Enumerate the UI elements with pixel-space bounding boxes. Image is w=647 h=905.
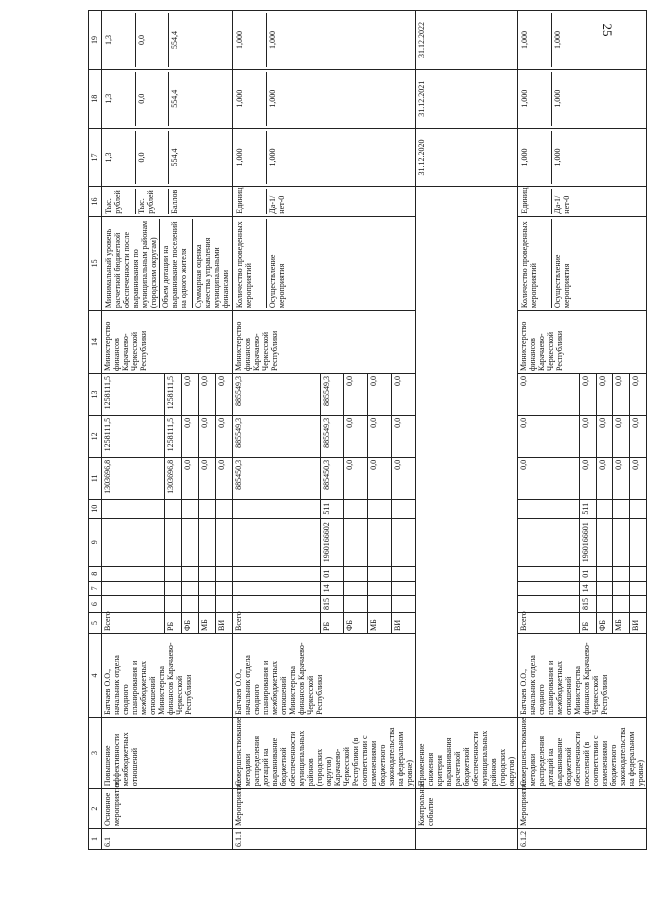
indicator-v2021: 0,0 (136, 72, 169, 126)
rz-code (392, 581, 416, 596)
indicator-names (233, 216, 416, 310)
amount-2021: 0,0 (596, 415, 613, 457)
indicator-names (102, 216, 233, 310)
amount-2022: 885549,3 (320, 373, 344, 415)
column-number-16: 16 (89, 187, 102, 216)
indicator-values-2021 (102, 69, 233, 128)
grbs-code (102, 596, 165, 613)
rz-code (215, 581, 232, 596)
funding-source: ВИ (630, 613, 647, 634)
vr-code (630, 499, 647, 518)
indicator-values-2020 (518, 128, 647, 187)
funding-source: РБ (579, 613, 596, 634)
indicator-v2020: 1,000 (268, 148, 277, 167)
indicator-name: Объем дотации на выравнивание поселений на одного жителя (160, 219, 193, 308)
column-number-6: 6 (89, 596, 102, 613)
vr-code (344, 499, 368, 518)
indicator-names (518, 216, 647, 310)
amount-2020: 885450,3 (233, 457, 321, 499)
indicator-unit: Тыс. рублей (136, 189, 169, 213)
section-id: 6.1.2 (518, 829, 647, 850)
csr-code (344, 518, 368, 566)
indicator-v2022: 1,3 (103, 13, 136, 67)
funding-source: ФБ (344, 613, 368, 634)
amount-2020: 1303696,8 (102, 457, 165, 499)
grbs-code (630, 596, 647, 613)
rz-code: 14 (320, 581, 344, 596)
indicator-v2021: 1,000 (268, 89, 277, 108)
column-number-5: 5 (89, 613, 102, 634)
csr-code (613, 518, 630, 566)
indicator-values-2022 (102, 11, 233, 70)
grbs-code: 815 (579, 596, 596, 613)
indicator-v2021: 1,000 (234, 72, 267, 126)
grbs-code (596, 596, 613, 613)
vr-code (215, 499, 232, 518)
pr-code (368, 566, 392, 581)
grbs-code (368, 596, 392, 613)
amount-2022: 885549,3 (233, 373, 321, 415)
indicator-values-2022 (518, 11, 647, 70)
indicator-v2020: 554,4 (170, 148, 179, 167)
funding-source: МБ (368, 613, 392, 634)
pr-code (181, 566, 198, 581)
pr-code (198, 566, 215, 581)
amount-2021: 0,0 (344, 415, 368, 457)
vr-code (102, 499, 165, 518)
budget-row (518, 11, 580, 850)
funding-source: РБ (164, 613, 181, 634)
grbs-code (164, 596, 181, 613)
funding-source: Всего (518, 613, 580, 634)
amount-2020: 0,0 (392, 457, 416, 499)
column-number-2: 2 (89, 789, 102, 829)
amount-2022: 0,0 (518, 373, 580, 415)
page-number: 25 (600, 23, 615, 37)
indicator-v2022: 1,000 (268, 30, 277, 49)
column-number-7: 7 (89, 581, 102, 596)
rz-code (164, 581, 181, 596)
amount-2020: 0,0 (344, 457, 368, 499)
pr-code (613, 566, 630, 581)
funding-source: ФБ (181, 613, 198, 634)
indicator-v2021: 1,000 (553, 89, 562, 108)
vr-code (518, 499, 580, 518)
csr-code (630, 518, 647, 566)
indicator-v2022: 0,0 (136, 13, 169, 67)
vr-code (368, 499, 392, 518)
control-date: 31.12.2022 (416, 11, 518, 70)
column-number-8: 8 (89, 566, 102, 581)
rz-code (518, 581, 580, 596)
amount-2021: 0,0 (198, 415, 215, 457)
vr-code (392, 499, 416, 518)
responsible-org: Министерство финансов Карачаево-Черкесской Республики (102, 311, 233, 374)
vr-code (164, 499, 181, 518)
section-id: 6.1 (102, 829, 233, 850)
budget-row (102, 11, 165, 850)
indicator-values-2021 (233, 69, 416, 128)
amount-2021: 1258111,5 (102, 415, 165, 457)
section-id: 6.1.1 (233, 829, 416, 850)
grbs-code (613, 596, 630, 613)
indicator-name: Количество проведенных мероприятий (519, 219, 552, 308)
indicator-units (518, 187, 647, 216)
amount-2021: 0,0 (518, 415, 580, 457)
pr-code (102, 566, 165, 581)
indicator-v2021: 1,000 (519, 72, 552, 126)
rz-code (233, 581, 321, 596)
indicator-v2022: 554,4 (170, 30, 179, 49)
column-number-17: 17 (89, 128, 102, 187)
vr-code (596, 499, 613, 518)
rz-code (613, 581, 630, 596)
pr-code: 01 (320, 566, 344, 581)
rz-code (596, 581, 613, 596)
amount-2020: 0,0 (630, 457, 647, 499)
amount-2021: 0,0 (215, 415, 232, 457)
pr-code (596, 566, 613, 581)
amount-2020: 0,0 (579, 457, 596, 499)
indicator-unit: Да-1/нет-0 (553, 195, 571, 214)
amount-2022: 0,0 (368, 373, 392, 415)
amount-2020: 1303696,8 (164, 457, 181, 499)
amount-2022: 1258111,5 (102, 373, 165, 415)
amount-2022: 1258111,5 (164, 373, 181, 415)
rz-code (102, 581, 165, 596)
amount-2022: 0,0 (181, 373, 198, 415)
indicator-units (102, 187, 233, 216)
column-number-row (89, 11, 102, 850)
budget-row (233, 11, 321, 850)
grbs-code (518, 596, 580, 613)
funding-source: МБ (198, 613, 215, 634)
amount-2022: 0,0 (613, 373, 630, 415)
csr-code: 1960166601 (579, 518, 596, 566)
column-number-1: 1 (89, 829, 102, 850)
funding-source: Всего (102, 613, 165, 634)
indicator-v2020: 1,000 (519, 131, 552, 185)
column-number-3: 3 (89, 717, 102, 788)
rz-code (368, 581, 392, 596)
amount-2020: 0,0 (215, 457, 232, 499)
responsible-org: Министерство финансов Карачаево-Черкесской Республики (233, 311, 416, 374)
indicator-v2022: 1,000 (519, 13, 552, 67)
column-number-9: 9 (89, 518, 102, 566)
csr-code (392, 518, 416, 566)
indicator-v2020: 1,000 (234, 131, 267, 185)
amount-2021: 0,0 (392, 415, 416, 457)
amount-2021: 0,0 (181, 415, 198, 457)
grbs-code (344, 596, 368, 613)
indicator-values-2020 (233, 128, 416, 187)
rz-code (198, 581, 215, 596)
column-number-4: 4 (89, 633, 102, 717)
section-executor: Батчаев О.О., начальник отдела сводного планирования и межбюджетных отношений Министерства финансов Карачаево-Черкесской Республики (233, 633, 416, 717)
column-number-13: 13 (89, 373, 102, 415)
csr-code (368, 518, 392, 566)
indicator-v2021: 1,3 (103, 72, 136, 126)
amount-2021: 0,0 (630, 415, 647, 457)
indicator-v2020: 0,0 (136, 131, 169, 185)
section-executor: Батчаев О.О., начальник отдела сводного планирования и межбюджетных отношений Министерства финансов Карачаево-Черкесской Республики (518, 633, 647, 717)
amount-2020: 0,0 (613, 457, 630, 499)
amount-2022: 0,0 (392, 373, 416, 415)
indicator-name: Минимальный уровень расчетной бюджетной обеспеченности после выравнивания по муниципальным районам (городским округам) (103, 219, 160, 308)
indicator-v2021: 554,4 (170, 89, 179, 108)
indicator-unit: Единиц (519, 189, 552, 213)
csr-code (164, 518, 181, 566)
csr-code (518, 518, 580, 566)
funding-source: Всего (233, 613, 321, 634)
indicator-name: Осуществление мероприятия (268, 254, 286, 309)
column-number-14: 14 (89, 311, 102, 374)
amount-2021: 0,0 (613, 415, 630, 457)
column-number-11: 11 (89, 457, 102, 499)
funding-source: ВИ (215, 613, 232, 634)
pr-code (518, 566, 580, 581)
pr-code (392, 566, 416, 581)
control-date: 31.12.2020 (416, 128, 518, 187)
indicator-name: Суммарная оценка качества управления муниципальными финансами (194, 237, 230, 309)
vr-code (198, 499, 215, 518)
section-type: Мероприятие (233, 789, 416, 829)
section-id (416, 829, 518, 850)
csr-code (198, 518, 215, 566)
pr-code (164, 566, 181, 581)
amount-2021: 0,0 (579, 415, 596, 457)
column-number-15: 15 (89, 216, 102, 310)
amount-2022: 0,0 (215, 373, 232, 415)
pr-code: 01 (579, 566, 596, 581)
column-number-19: 19 (89, 11, 102, 70)
section-type: Основное мероприятие (102, 789, 233, 829)
pr-code (233, 566, 321, 581)
indicator-values-2021 (518, 69, 647, 128)
vr-code: 511 (579, 499, 596, 518)
grbs-code (392, 596, 416, 613)
indicator-unit: Да-1/нет-0 (268, 195, 286, 214)
section-executor: Батчаев О.О., начальник отдела сводного планирования и межбюджетных отношений Министерства финансов Карачаево-Черкесской Республики (102, 633, 233, 717)
section-name: Совершенствование методики распределения дотаций на выравнивание бюджетной обеспеченности муниципальных районов (городских округов) Карачаево-Черкесской Республики (в соответствии с изменениями бюджетного законодательства на федеральном уровне) (233, 717, 416, 788)
rz-code (181, 581, 198, 596)
amount-2022: 0,0 (579, 373, 596, 415)
section-type: Контрольное событие (416, 789, 518, 829)
section-name: Применение снижения критерия выравнивания расчетной бюджетной обеспеченности муниципальных районов (городских округов) (416, 717, 518, 788)
control-event-row (416, 11, 518, 850)
indicator-values-2020 (102, 128, 233, 187)
pr-code (344, 566, 368, 581)
csr-code (596, 518, 613, 566)
pr-code (215, 566, 232, 581)
vr-code (233, 499, 321, 518)
amount-2020: 0,0 (518, 457, 580, 499)
responsible-org: Министерство финансов Карачаево-Черкесской Республики (518, 311, 647, 374)
amount-2021: 885549,3 (233, 415, 321, 457)
amount-2020: 0,0 (596, 457, 613, 499)
amount-2020: 885450,3 (320, 457, 344, 499)
indicator-values-2022 (233, 11, 416, 70)
program-table (88, 10, 647, 850)
rotated-table-wrapper (88, 10, 645, 850)
amount-2022: 0,0 (344, 373, 368, 415)
amount-2021: 885549,3 (320, 415, 344, 457)
funding-source: МБ (613, 613, 630, 634)
column-number-18: 18 (89, 69, 102, 128)
indicator-name: Количество проведенных мероприятий (234, 219, 267, 308)
amount-2021: 1258111,5 (164, 415, 181, 457)
amount-2021: 0,0 (368, 415, 392, 457)
amount-2020: 0,0 (368, 457, 392, 499)
csr-code (102, 518, 165, 566)
section-name: Повышение эффективности межбюджетных отношений (102, 717, 233, 788)
grbs-code (233, 596, 321, 613)
pr-code (630, 566, 647, 581)
rz-code: 14 (579, 581, 596, 596)
funding-source: ФБ (596, 613, 613, 634)
section-type: Мероприятие (518, 789, 647, 829)
vr-code (613, 499, 630, 518)
grbs-code (181, 596, 198, 613)
amount-2022: 0,0 (198, 373, 215, 415)
amount-2020: 0,0 (198, 457, 215, 499)
section-name: Совершенствование методики распределения дотаций на выравнивание бюджетной обеспеченности поселений (в соответствии с изменениями бюджетного законодательства на федеральном уровне) (518, 717, 647, 788)
indicator-name: Осуществление мероприятия (553, 254, 571, 309)
indicator-v2020: 1,3 (103, 131, 136, 185)
grbs-code (215, 596, 232, 613)
amount-2022: 0,0 (630, 373, 647, 415)
csr-code (181, 518, 198, 566)
indicator-units (233, 187, 416, 216)
rz-code (344, 581, 368, 596)
grbs-code (198, 596, 215, 613)
csr-code: 1960166602 (320, 518, 344, 566)
indicator-v2022: 1,000 (553, 30, 562, 49)
blank-cell (416, 187, 518, 718)
csr-code (233, 518, 321, 566)
grbs-code: 815 (320, 596, 344, 613)
csr-code (215, 518, 232, 566)
indicator-v2020: 1,000 (553, 148, 562, 167)
funding-source: ВИ (392, 613, 416, 634)
rz-code (630, 581, 647, 596)
vr-code (181, 499, 198, 518)
amount-2022: 0,0 (596, 373, 613, 415)
indicator-unit: Единиц (234, 189, 267, 213)
indicator-v2022: 1,000 (234, 13, 267, 67)
column-number-10: 10 (89, 499, 102, 518)
vr-code: 511 (320, 499, 344, 518)
indicator-unit: Тыс. рублей (103, 189, 136, 213)
control-date: 31.12.2021 (416, 69, 518, 128)
amount-2020: 0,0 (181, 457, 198, 499)
funding-source: РБ (320, 613, 344, 634)
indicator-unit: Баллов (170, 189, 179, 214)
column-number-12: 12 (89, 415, 102, 457)
